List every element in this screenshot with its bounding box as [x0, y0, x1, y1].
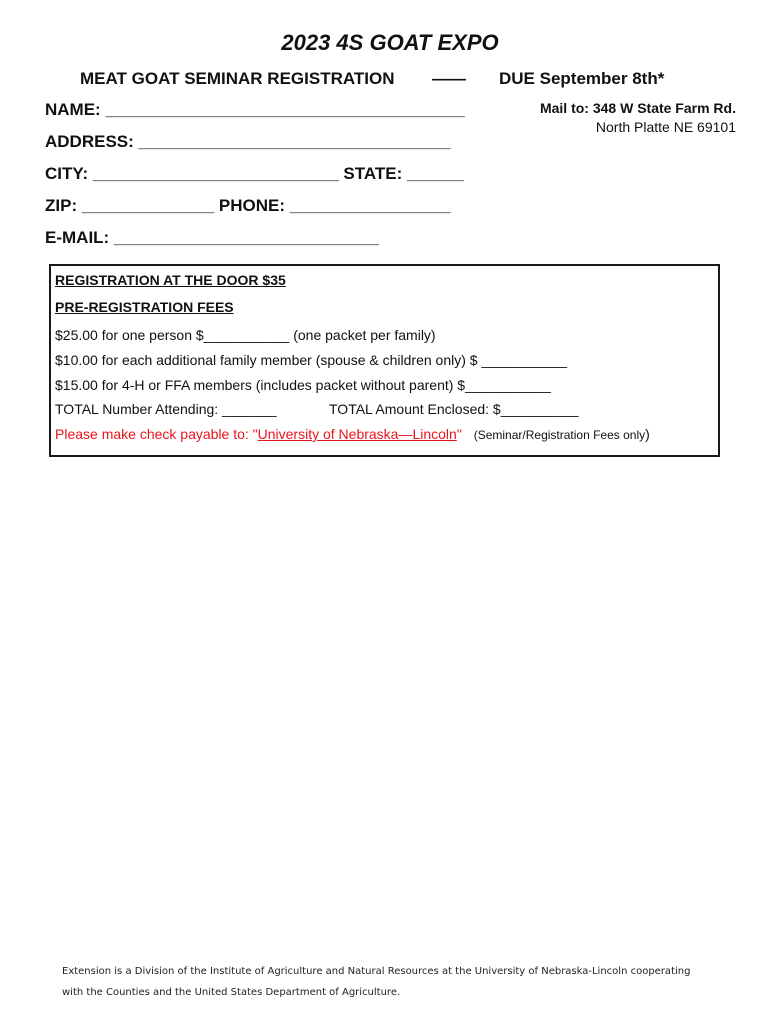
fee-additional-member[interactable]: $10.00 for each additional family member (spouse & children only) $ ___________	[55, 352, 568, 368]
name-field[interactable]: NAME: ______________________________________	[45, 100, 465, 119]
check-payee: University of Nebraska—Lincoln	[257, 426, 457, 442]
fee-one-person[interactable]: $25.00 for one person $___________ (one packet per family)	[55, 327, 436, 343]
total-enclosed[interactable]: TOTAL Amount Enclosed: $__________	[329, 401, 579, 417]
check-prefix: Please make check payable to: "	[55, 426, 258, 442]
page-title: 2023 4S GOAT EXPO	[281, 30, 499, 55]
check-note-end: )	[645, 426, 650, 442]
door-registration-heading: REGISTRATION AT THE DOOR $35	[55, 272, 286, 288]
seminar-subtitle: MEAT GOAT SEMINAR REGISTRATION	[80, 69, 395, 88]
address-field[interactable]: ADDRESS: _________________________________	[45, 132, 451, 151]
check-note: (Seminar/Registration Fees only	[473, 428, 646, 442]
mail-to-city: North Platte NE 69101	[595, 119, 736, 135]
pre-registration-heading: PRE-REGISTRATION FEES	[55, 299, 234, 315]
title-dash: ——	[432, 69, 466, 88]
city-state-field[interactable]: CITY: __________________________ STATE: ______	[45, 164, 464, 183]
due-date: DUE September 8th*	[499, 69, 665, 88]
footer-line-1: Extension is a Division of the Institute of Agriculture and Natural Resources at the University of Nebraska-Lincoln cooperating	[62, 966, 691, 977]
mail-to-address: Mail to: 348 W State Farm Rd.	[539, 100, 736, 116]
check-suffix: "	[456, 426, 462, 442]
fee-4h-ffa[interactable]: $15.00 for 4-H or FFA members (includes packet without parent) $___________	[55, 377, 551, 393]
zip-phone-field[interactable]: ZIP: ______________ PHONE: _________________	[45, 196, 451, 215]
total-attending[interactable]: TOTAL Number Attending: _______	[55, 401, 277, 417]
footer-line-2: with the Counties and the United States Department of Agriculture.	[62, 987, 401, 998]
email-field[interactable]: E-MAIL: ____________________________	[45, 228, 379, 247]
check-payable-line	[55, 426, 650, 442]
